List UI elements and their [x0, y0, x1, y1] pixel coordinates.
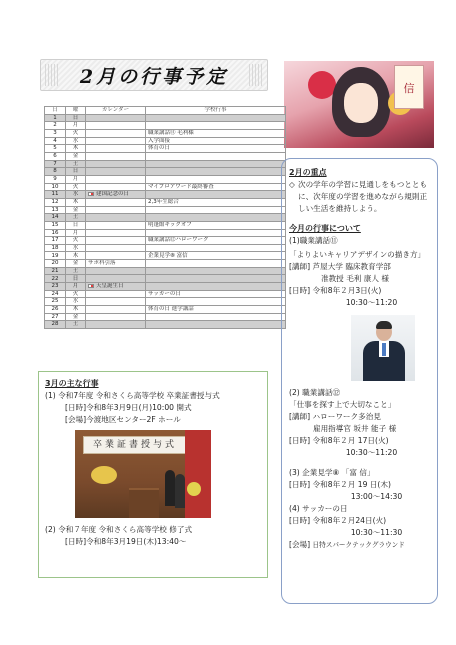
calendar-day	[45, 221, 66, 229]
calendar-row	[45, 145, 286, 153]
calendar-day-text: 19	[51, 252, 59, 259]
calendar-event	[146, 145, 286, 153]
calendar-day	[45, 129, 66, 137]
soccer-venue-value: 日特スパークテックグラウンド	[312, 541, 405, 549]
visit-title: (3) 企業見学⑧ 「富 信」	[289, 468, 375, 477]
talk1-lecturer	[289, 261, 430, 273]
speaker-tie	[382, 343, 386, 356]
calendar-weekday-text: 土	[72, 321, 79, 328]
calendar-weekday	[66, 244, 86, 252]
header-calendar: カレンダー	[86, 107, 146, 115]
ceremony-person	[175, 474, 185, 508]
calendar-day	[45, 160, 66, 168]
monthly-calendar	[44, 106, 286, 329]
calendar-weekday-text: 日	[72, 168, 79, 175]
calendar-holiday	[86, 267, 146, 275]
talk2-date	[289, 435, 430, 447]
calendar-day	[45, 267, 66, 275]
talk1-lecturer-line1: 芦屋大学 臨床教育学部	[312, 262, 391, 271]
calendar-holiday	[86, 275, 146, 283]
calendar-event	[146, 321, 286, 329]
calendar-holiday	[86, 122, 146, 130]
calendar-day-text: 12	[51, 198, 59, 205]
talk2-date-value: 令和8年２月 17日(火)	[312, 436, 389, 445]
calendar-event	[146, 214, 286, 222]
title-banner	[40, 59, 268, 91]
calendar-event-text: サッカーの日	[148, 290, 181, 297]
calendar-day	[45, 244, 66, 252]
calendar-day-text: 3	[53, 130, 57, 137]
calendar-holiday	[86, 321, 146, 329]
calendar-weekday	[66, 221, 86, 229]
calendar-weekday	[66, 168, 86, 176]
visit-time: 13:00～14:30	[350, 492, 403, 501]
calendar-event	[146, 306, 286, 314]
talk1-date-label: [日時]	[289, 286, 311, 295]
calendar-day-text: 13	[51, 206, 59, 213]
calendar-row	[45, 114, 286, 122]
calendar-weekday	[66, 313, 86, 321]
calendar-weekday	[66, 267, 86, 275]
calendar-day-text: 10	[51, 183, 59, 190]
calendar-weekday-text: 月	[72, 229, 79, 236]
calendar-weekday	[66, 321, 86, 329]
soccer-title: (4) サッカーの日	[289, 504, 348, 513]
calendar-event	[146, 298, 286, 306]
calendar-row	[45, 221, 286, 229]
calendar-event-text: 体育の日 進学講話	[148, 306, 194, 313]
calendar-event	[146, 168, 286, 176]
calendar-weekday	[66, 183, 86, 191]
calendar-row	[45, 168, 286, 176]
march-event-1-venue: [会場]今渡地区センター2F ホール	[65, 415, 181, 424]
calendar-day-text: 16	[51, 229, 59, 236]
calendar-weekday-text: 火	[72, 130, 79, 137]
calendar-day-text: 4	[53, 137, 57, 144]
visit-date-label: [日時]	[289, 480, 311, 489]
calendar-day	[45, 122, 66, 130]
calendar-weekday	[66, 198, 86, 206]
calendar-event	[146, 114, 286, 122]
calendar-event-text: マイプロアワード最終審査	[148, 183, 214, 190]
header-weekday: 曜	[66, 107, 86, 115]
calendar-holiday	[86, 221, 146, 229]
march-event-1: (1) 令和7年度 令和さくら高等学校 卒業証書授与式	[45, 391, 220, 400]
calendar-weekday-text: 木	[72, 198, 79, 205]
calendar-row	[45, 175, 286, 183]
illustration-card	[394, 65, 424, 109]
calendar-holiday	[86, 152, 146, 160]
soccer-time: 10:30～11:30	[350, 528, 403, 537]
calendar-row	[45, 298, 286, 306]
talk2-theme: 「仕事を探す上で大切なこと」	[289, 400, 396, 409]
calendar-day-text: 11	[51, 191, 59, 198]
calendar-row	[45, 275, 286, 283]
calendar-day-text: 9	[53, 175, 57, 182]
calendar-weekday-text: 月	[72, 175, 79, 182]
calendar-row	[45, 191, 286, 199]
calendar-holiday	[86, 214, 146, 222]
calendar-weekday	[66, 275, 86, 283]
focus-text: 次の学年の学習に見通しをもつとともに、次年度の学習を進めながら規則正しい生活を維持しよう。	[298, 180, 428, 213]
calendar-weekday	[66, 298, 86, 306]
calendar-weekday-text: 月	[72, 122, 79, 129]
page-title: 2月の行事予定	[79, 66, 229, 88]
talk2-time: 10:30～11:20	[345, 448, 398, 457]
calendar-weekday-text: 火	[72, 237, 79, 244]
calendar-day-text: 28	[51, 321, 59, 328]
soccer-date-label: [日時]	[289, 516, 311, 525]
calendar-weekday-text: 金	[72, 153, 79, 160]
calendar-day-text: 25	[51, 298, 59, 305]
calendar-weekday-text: 土	[72, 160, 79, 167]
calendar-row	[45, 137, 286, 145]
calendar-day-text: 22	[51, 275, 59, 282]
calendar-day	[45, 290, 66, 298]
speaker-hair	[376, 321, 392, 329]
talk2-lecturer-line1: ハローワーク多治見	[312, 412, 381, 421]
calendar-weekday	[66, 137, 86, 145]
calendar-day	[45, 313, 66, 321]
calendar-day	[45, 229, 66, 237]
calendar-event-text: 明蓬館キックオフ	[148, 221, 192, 228]
calendar-holiday	[86, 145, 146, 153]
calendar-day	[45, 206, 66, 214]
calendar-day-text: 17	[51, 237, 59, 244]
calendar-day	[45, 306, 66, 314]
calendar-day-text: 26	[51, 306, 59, 313]
calendar-holiday	[86, 168, 146, 176]
calendar-weekday-text: 火	[72, 290, 79, 297]
calendar-weekday-text: 日	[72, 221, 79, 228]
march-event-2-date: [日時]令和8年3月19日(木)13:40～	[65, 537, 187, 546]
march-event-1-date: [日時]令和8年3月9日(月)10:00 開式	[65, 403, 192, 412]
soccer-date-value: 令和8年２月24日(火)	[312, 516, 387, 525]
soccer-venue	[289, 539, 430, 551]
calendar-event	[146, 252, 286, 260]
talk1-lecturer-line2: 准教授 毛利 康人 様	[321, 274, 389, 283]
calendar-event	[146, 175, 286, 183]
focus-item	[289, 179, 430, 215]
calendar-event	[146, 267, 286, 275]
calendar-day	[45, 321, 66, 329]
calendar-event-text: 2,3年生総合	[148, 198, 179, 205]
calendar-event	[146, 122, 286, 130]
calendar-weekday-text: 水	[72, 244, 79, 251]
calendar-holiday	[86, 290, 146, 298]
calendar-event-text: 企業見学⑧ 富信	[148, 252, 188, 259]
calendar-day-text: 1	[53, 114, 57, 121]
talk1-lecturer-label: [講師]	[289, 262, 311, 271]
calendar-weekday	[66, 229, 86, 237]
calendar-day-text: 5	[53, 145, 57, 152]
calendar-event-text: 入学面接	[148, 137, 171, 144]
calendar-holiday	[86, 244, 146, 252]
calendar-row	[45, 306, 286, 314]
calendar-row	[45, 321, 286, 329]
ceremony-person	[165, 470, 175, 506]
calendar-row	[45, 283, 286, 291]
calendar-row	[45, 160, 286, 168]
calendar-event	[146, 290, 286, 298]
calendar-day-text: 21	[51, 267, 59, 274]
calendar-event	[146, 275, 286, 283]
calendar-holiday	[86, 183, 146, 191]
talk1-title: (1)職業講話⑪	[289, 236, 338, 245]
calendar-holiday	[86, 260, 146, 268]
calendar-weekday	[66, 160, 86, 168]
diamond-icon: ◇	[289, 180, 295, 189]
calendar-weekday-text: 土	[72, 214, 79, 221]
calendar-holiday	[86, 198, 146, 206]
calendar-row	[45, 129, 286, 137]
calendar-day	[45, 275, 66, 283]
calendar-row	[45, 290, 286, 298]
talk1-date-value: 令和8年２月3日(火)	[312, 286, 382, 295]
calendar-day	[45, 191, 66, 199]
calendar-weekday	[66, 237, 86, 245]
calendar-row	[45, 252, 286, 260]
calendar-day	[45, 175, 66, 183]
calendar-row	[45, 229, 286, 237]
talk2-title: (2) 職業講話⑫	[289, 388, 341, 397]
calendar-weekday-text: 月	[72, 283, 79, 290]
calendar-weekday-text: 金	[72, 313, 79, 320]
calendar-weekday	[66, 145, 86, 153]
calendar-weekday-text: 日	[72, 275, 79, 282]
calendar-weekday	[66, 152, 86, 160]
calendar-holiday	[86, 206, 146, 214]
calendar-row	[45, 260, 286, 268]
calendar-row	[45, 267, 286, 275]
calendar-row	[45, 244, 286, 252]
soccer-venue-label: [会場]	[289, 540, 311, 549]
illustration-card-text: 信	[403, 82, 415, 95]
events-title: 今月の行事について	[289, 224, 361, 233]
calendar-weekday-text: 水	[72, 298, 79, 305]
calendar-weekday	[66, 191, 86, 199]
calendar-holiday	[86, 283, 146, 291]
calendar-weekday-text: 木	[72, 252, 79, 259]
calendar-holiday-text: サポ科引落	[88, 260, 116, 267]
flag-icon	[88, 192, 94, 196]
calendar-day	[45, 214, 66, 222]
calendar-holiday	[86, 237, 146, 245]
calendar-event	[146, 283, 286, 291]
soccer-date	[289, 515, 430, 527]
calendar-event	[146, 313, 286, 321]
march-event-2: (2) 令和７年度 令和さくら高等学校 修了式	[45, 525, 193, 534]
talk1-theme: 「よりよいキャリアデザインの描き方」	[289, 250, 426, 259]
calendar-event	[146, 260, 286, 268]
visit-date	[289, 479, 430, 491]
talk2-lecturer-line2: 雇用指導官 坂井 能子 様	[313, 424, 397, 433]
ceremony-curtain	[185, 430, 211, 518]
calendar-header-row	[45, 107, 286, 115]
calendar-row	[45, 237, 286, 245]
calendar-day	[45, 145, 66, 153]
calendar-row	[45, 313, 286, 321]
calendar-weekday-text: 木	[72, 306, 79, 313]
calendar-event	[146, 191, 286, 199]
calendar-weekday-text: 金	[72, 206, 79, 213]
calendar-day-text: 2	[53, 122, 57, 129]
calendar-weekday-text: 水	[72, 137, 79, 144]
calendar-day-text: 15	[51, 221, 59, 228]
calendar-day-text: 18	[51, 244, 59, 251]
calendar-weekday	[66, 114, 86, 122]
calendar-day-text: 23	[51, 283, 59, 290]
calendar-holiday-text: 建国記念の日	[96, 191, 130, 198]
calendar-weekday	[66, 260, 86, 268]
calendar-row	[45, 198, 286, 206]
calendar-weekday-text: 金	[72, 260, 79, 267]
calendar-holiday	[86, 313, 146, 321]
illustration-face	[344, 83, 378, 123]
calendar-holiday	[86, 137, 146, 145]
march-events-box	[38, 371, 268, 578]
calendar-event	[146, 229, 286, 237]
calendar-day	[45, 237, 66, 245]
calendar-holiday	[86, 129, 146, 137]
calendar-day-text: 6	[53, 153, 57, 160]
ceremony-banner: 卒業証書授与式	[83, 436, 187, 454]
calendar-row	[45, 122, 286, 130]
calendar-day	[45, 168, 66, 176]
calendar-weekday-text: 土	[72, 267, 79, 274]
calendar-event	[146, 244, 286, 252]
illustration-image	[284, 61, 434, 148]
calendar-event	[146, 198, 286, 206]
calendar-weekday	[66, 306, 86, 314]
calendar-event	[146, 152, 286, 160]
calendar-weekday	[66, 290, 86, 298]
calendar-event	[146, 160, 286, 168]
calendar-day-text: 8	[53, 168, 57, 175]
calendar-day	[45, 252, 66, 260]
calendar-event-text: 職業講話⑪ 毛利様	[148, 130, 194, 137]
calendar-weekday	[66, 129, 86, 137]
calendar-weekday-text: 木	[72, 145, 79, 152]
calendar-weekday	[66, 122, 86, 130]
calendar-weekday	[66, 252, 86, 260]
calendar-day-text: 7	[53, 160, 57, 167]
calendar-holiday-text: 天皇誕生日	[96, 283, 124, 290]
calendar-holiday	[86, 191, 146, 199]
calendar-day	[45, 298, 66, 306]
calendar-event	[146, 183, 286, 191]
calendar-weekday	[66, 206, 86, 214]
calendar-event-text: 職業講話⑫ハローワーク	[148, 237, 209, 244]
calendar-day-text: 24	[51, 290, 59, 297]
calendar-day	[45, 183, 66, 191]
calendar-holiday	[86, 114, 146, 122]
calendar-event	[146, 237, 286, 245]
calendar-row	[45, 183, 286, 191]
calendar-day-text: 20	[51, 260, 59, 267]
header-day: 日	[45, 107, 66, 115]
calendar-day	[45, 114, 66, 122]
calendar-event	[146, 221, 286, 229]
calendar-day	[45, 283, 66, 291]
calendar-event	[146, 129, 286, 137]
calendar-day	[45, 198, 66, 206]
calendar-row	[45, 152, 286, 160]
speaker-photo	[351, 315, 415, 381]
february-sidebar	[281, 158, 438, 604]
calendar-weekday-text: 水	[72, 191, 79, 198]
talk2-date-label: [日時]	[289, 436, 311, 445]
talk2-lecturer-label: [講師]	[289, 412, 311, 421]
calendar-weekday	[66, 175, 86, 183]
calendar-weekday	[66, 283, 86, 291]
ceremony-flowers	[187, 482, 201, 496]
calendar-event	[146, 137, 286, 145]
talk1-date	[289, 285, 430, 297]
calendar-weekday	[66, 214, 86, 222]
calendar-event	[146, 206, 286, 214]
calendar-row	[45, 206, 286, 214]
calendar-day	[45, 260, 66, 268]
calendar-weekday-text: 火	[72, 183, 79, 190]
calendar-holiday	[86, 229, 146, 237]
calendar-day	[45, 152, 66, 160]
talk2-lecturer	[289, 411, 430, 423]
visit-date-value: 令和8年２月 19 日(木)	[312, 480, 391, 489]
ceremony-photo	[75, 430, 211, 518]
calendar-day	[45, 137, 66, 145]
calendar-holiday	[86, 306, 146, 314]
calendar-event-text: 体育の日	[148, 145, 171, 152]
calendar-weekday-text: 日	[72, 114, 79, 121]
ceremony-podium	[129, 488, 159, 518]
calendar-holiday	[86, 175, 146, 183]
focus-title: 2月の重点	[289, 168, 327, 177]
march-events-title: 3月の主な行事	[45, 379, 99, 388]
calendar-row	[45, 214, 286, 222]
calendar-day-text: 27	[51, 313, 59, 320]
calendar-day-text: 14	[51, 214, 59, 221]
talk1-time: 10:30～11:20	[345, 298, 398, 307]
flag-icon	[88, 284, 94, 288]
calendar-holiday	[86, 298, 146, 306]
calendar-holiday	[86, 160, 146, 168]
header-school-events: 学校行事	[146, 107, 286, 115]
ceremony-flowers	[91, 466, 117, 484]
calendar-holiday	[86, 252, 146, 260]
